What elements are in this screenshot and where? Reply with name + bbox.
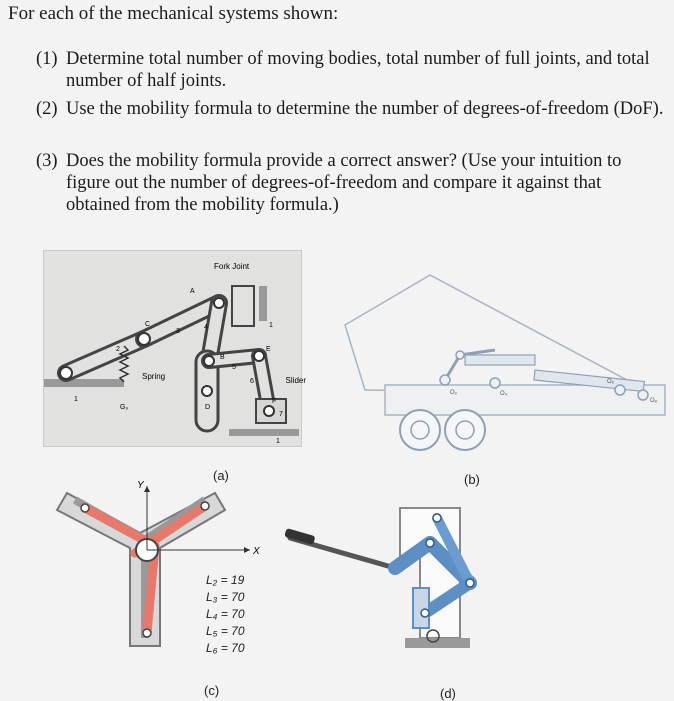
pivot-d: [202, 386, 212, 396]
pivot-a: [214, 298, 224, 308]
pivot-g0: [60, 367, 72, 379]
label-link-5: 5: [232, 364, 236, 371]
problem-intro: For each of the mechanical systems shown:: [8, 3, 339, 24]
item-number: (1): [36, 49, 58, 69]
wheel-front: [400, 410, 440, 450]
pivot-o8: [638, 390, 648, 400]
pivot-e: [254, 351, 264, 361]
figure-d-mechanism: [285, 488, 515, 658]
label-ground-1c: 1: [74, 396, 78, 403]
label-o8: O₈: [650, 398, 658, 404]
dim-l6: L₆ = 70: [206, 641, 245, 655]
ground-hatch-right: [229, 429, 299, 436]
caption-d: (d): [440, 686, 456, 701]
figure-a-drawing: [44, 251, 306, 446]
label-link-7: 7: [279, 411, 283, 418]
label-ground-1b: 1: [276, 438, 280, 445]
figure-a-mechanism: [43, 250, 306, 447]
label-o6: O₆: [607, 379, 615, 385]
pivot-d2: [433, 514, 441, 522]
label-link-6: 6: [250, 378, 254, 385]
label-d: D: [205, 404, 211, 411]
cylinder-1: [465, 355, 535, 365]
label-slider: Slider: [285, 376, 306, 385]
label-fork-joint: Fork Joint: [214, 262, 250, 271]
slider-pivot-2: [201, 502, 209, 510]
dim-l4: L₄ = 70: [206, 607, 245, 621]
ground-hatch-left: [44, 379, 124, 387]
pivot-o2: [440, 375, 450, 385]
figure-b-drawing: [335, 255, 670, 480]
label-link-3: 3: [176, 328, 180, 335]
item-number: (2): [36, 99, 58, 119]
pivot-o6: [615, 385, 625, 395]
pivot-b: [204, 356, 214, 366]
label-o4: O₄: [500, 391, 508, 397]
caption-c: (c): [204, 683, 220, 698]
y-axis-arrow: [144, 486, 150, 492]
label-axis-x: X: [253, 546, 260, 557]
pivot-f: [456, 351, 464, 359]
x-axis-arrow: [244, 547, 250, 553]
figure-b-mechanism: [335, 255, 670, 480]
pivot-c: [138, 333, 150, 345]
wheel-rear: [445, 410, 485, 450]
dim-l5: L₅ = 70: [206, 624, 245, 638]
slider-pivot-3: [143, 629, 151, 637]
label-a: A: [190, 288, 195, 295]
slider-pivot-1: [81, 504, 89, 512]
label-spring: Spring: [142, 372, 166, 381]
link-2-inner: [66, 339, 144, 373]
bucket-frame: [345, 275, 655, 395]
label-c: C: [145, 321, 151, 328]
figure-d-drawing: [285, 488, 515, 658]
fork-guide: [232, 286, 254, 326]
pivot-d3: [466, 579, 474, 587]
item-number: (3): [36, 151, 58, 171]
label-o2: O₂: [450, 390, 457, 396]
pivot-d1: [426, 539, 434, 547]
label-g0: G₀: [120, 404, 129, 411]
label-ground-1: 1: [269, 322, 273, 329]
caption-b: (b): [464, 472, 480, 487]
ground-hatch-top: [259, 286, 267, 321]
dim-l2: L₂ = 19: [206, 573, 245, 587]
item-text: Use the mobility formula to determine the number of degrees-of-freedom (DoF).: [66, 99, 664, 119]
label-axis-y: Y: [137, 480, 144, 491]
press-slider: [413, 588, 429, 628]
caption-a: (a): [213, 468, 229, 483]
pivot-o4: [490, 378, 500, 388]
item-text: Does the mobility formula provide a correct answer? (Use your intuition to figure out the number of degrees-of-freedom and compare it against that obtained from the mobility formula.): [66, 151, 622, 215]
pivot-f: [264, 406, 274, 416]
dim-l3: L₃ = 70: [206, 590, 245, 604]
label-link-2: 2: [116, 346, 120, 353]
label-b: B: [220, 354, 225, 361]
item-text: Determine total number of moving bodies, total number of full joints, and total number of half joints.: [66, 49, 650, 91]
pivot-d4: [421, 609, 429, 617]
link-dimensions: [206, 572, 245, 657]
label-f: F: [272, 398, 277, 405]
label-link-4: 4: [204, 324, 208, 331]
label-e: E: [266, 346, 271, 353]
